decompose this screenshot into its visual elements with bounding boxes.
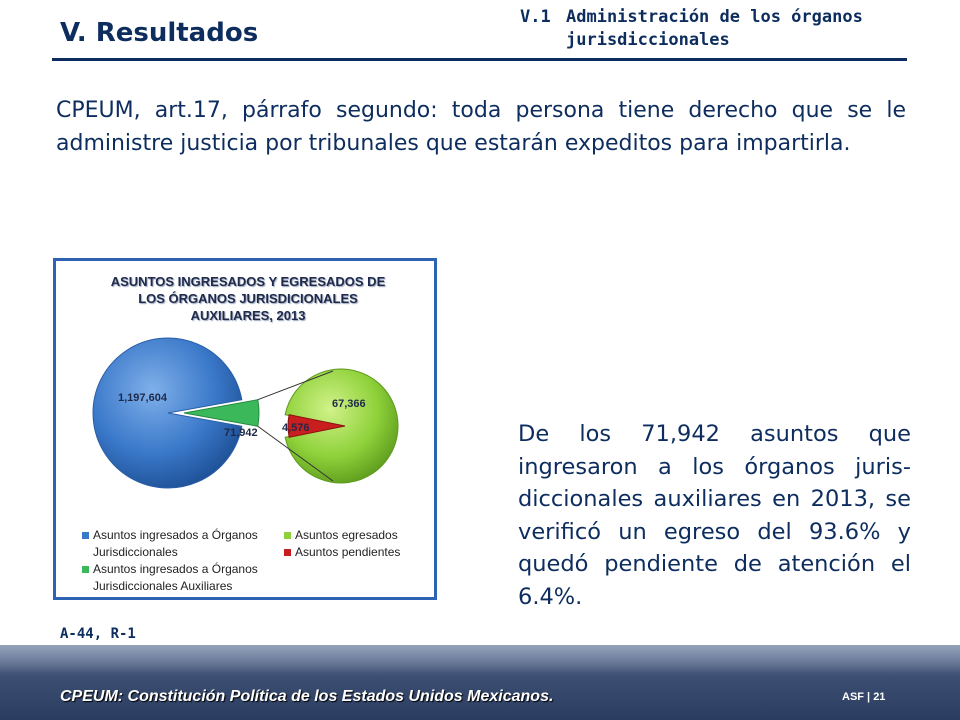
legend-swatch-blue	[82, 532, 89, 539]
legend-label: Asuntos pendientes	[295, 545, 401, 559]
legend-item	[82, 561, 258, 595]
legend-left	[82, 527, 258, 595]
constitution-quote: CPEUM, art.17, párrafo segundo: toda persona tiene derecho que se le administre justicia por tribunales que estarán expeditos para impartirla.	[56, 98, 906, 156]
legend-swatch-lightgreen	[284, 532, 291, 539]
section-title: V. Resultados	[60, 18, 259, 48]
pie-chart-panel	[53, 258, 437, 600]
summary-paragraph: De los 71,942 asuntos que ingresaron a los órganos juris-diccionales auxiliares en 2013, se verificó un egreso del 93.6% y quedó pendiente de atención el 6.4%.	[518, 421, 911, 610]
subsection-title-line2: jurisdiccionales	[566, 30, 730, 50]
subsection-heading	[520, 6, 863, 52]
chart-title-line2: LOS ÓRGANOS JURISDICIONALES	[138, 291, 358, 306]
chart-title-line1: ASUNTOS INGRESADOS Y EGRESADOS DE	[110, 274, 386, 289]
legend-right	[284, 527, 400, 561]
legend-item	[284, 544, 400, 561]
legend-label: Jurisdiccionales	[93, 545, 178, 559]
legend-label: Asuntos ingresados a Órganos	[93, 528, 258, 542]
legend-label: Asuntos egresados	[295, 528, 398, 542]
source-reference: A-44, R-1	[60, 626, 136, 642]
footer-note: CPEUM: Constitución Política de los Estados Unidos Mexicanos.	[60, 688, 554, 705]
subsection-title-line1: Administración de los órganos	[566, 7, 863, 27]
legend-swatch-green	[82, 566, 89, 573]
subsection-number: V.1	[520, 7, 551, 27]
legend-label: Asuntos ingresados a Órganos	[93, 562, 258, 576]
legend-label: Jurisdiccionales Auxiliares	[93, 579, 233, 593]
data-label-asuntos-pendientes: 4,576	[282, 422, 310, 434]
footer-highlight	[0, 645, 960, 673]
chart-title-line3: AUXILIARES, 2013	[190, 308, 306, 323]
data-label-organos-jurisdiccionales: 1,197,604	[118, 392, 167, 404]
legend-swatch-red	[284, 549, 291, 556]
legend-item	[82, 527, 258, 561]
data-label-organos-auxiliares: 71,942	[224, 427, 258, 439]
header-divider	[52, 58, 907, 61]
legend-item	[284, 527, 400, 544]
data-label-asuntos-egresados: 67,366	[332, 398, 366, 410]
page-number: ASF | 21	[842, 691, 886, 703]
